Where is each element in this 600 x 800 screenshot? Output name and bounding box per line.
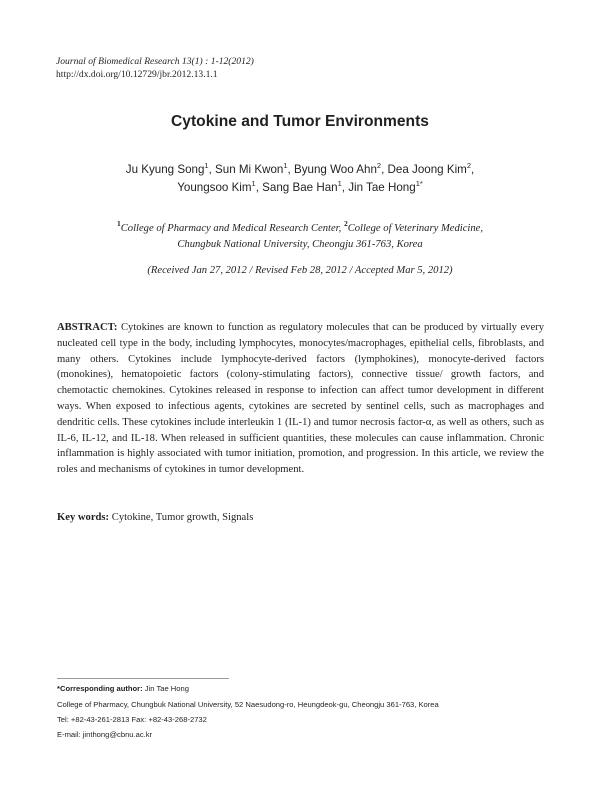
keywords-text: Cytokine, Tumor growth, Signals [111, 512, 254, 523]
author-affiliation-marker: 1 [251, 179, 256, 188]
affiliation-marker: 1 [116, 219, 121, 228]
author-name: Byung Woo Ahn [293, 163, 377, 176]
footnote-divider [57, 678, 229, 679]
author-affiliation-marker: 2 [376, 161, 382, 170]
author-separator: , [287, 163, 294, 176]
corresponding-tel-fax: Tel: +82-43-261-2813 Fax: +82-43-268-2732 [57, 715, 207, 724]
affiliation-pharmacy: College of Pharmacy and Medical Research Center, [120, 223, 344, 234]
corresponding-label: *Corresponding author: [57, 684, 143, 693]
journal-citation: Journal of Biomedical Research 13(1) : 1-12(2012) [56, 56, 254, 67]
author-separator: , [341, 181, 349, 194]
corresponding-author [57, 684, 189, 694]
keywords [57, 511, 544, 525]
author-affiliation-marker: 2 [466, 161, 471, 170]
affiliation-marker: 2 [343, 219, 348, 228]
abstract-text: Cytokines are known to function as regulatory molecules that can be produced by virtually every nucleated cell type in the body, including lymphocytes, monocytes/macrophages, epithelial cells, fibroblasts, and many others. Cytokines include lymphocyte-derived factors (lymphokines), monocyte-derived factors (monokines), hematopoietic factors (colony-stimulating factors), connective tissue/ growth factors, and chemotactic chemokines. Cytokines released in response to infection can affect tumor development in different ways. When exposed to infectious agents, cytokines are secreted by sentinel cells, such as macrophages and dendritic cells. These cytokines include interleukin 1 (IL-1) and tumor necrosis factor-α, as well as others, such as IL-6, IL-12, and IL-18. When released in sufficient quantities, these molecules can cause inflammation. Chronic inflammation is highly associated with tumor initiation, promotion, and progression. In this article, we review the roles and mechanisms of cytokines in tumor development. [57, 322, 544, 476]
author-name: Sun Mi Kwon [215, 163, 284, 176]
doi-link[interactable]: http://dx.doi.org/10.12729/jbr.2012.13.1.1 [56, 69, 218, 80]
author-name: Youngsoo Kim [177, 181, 252, 194]
author-separator: , [381, 163, 388, 176]
received-dates: (Received Jan 27, 2012 / Revised Feb 28, 2012 / Accepted Mar 5, 2012) [147, 265, 453, 276]
paper-title: Cytokine and Tumor Environments [171, 113, 429, 130]
author-name: Sang Bae Han [262, 181, 338, 194]
author-affiliation-marker: 1 [337, 179, 342, 188]
author-name: Dea Joong Kim [387, 163, 467, 176]
authors-line-1 [0, 161, 600, 179]
affiliation-veterinary: College of Veterinary Medicine, [347, 223, 484, 234]
corresponding-address: College of Pharmacy, Chungbuk National University, 52 Naesudong-ro, Heungdeok-gu, Cheongju 361-763, Korea [57, 700, 439, 709]
author-separator: , [470, 163, 475, 176]
affiliation-line-1 [0, 220, 600, 237]
keywords-label: Key words: [57, 512, 110, 523]
author-separator: , [255, 181, 263, 194]
author-affiliation-marker: 1* [415, 179, 423, 188]
abstract-label: ABSTRACT: [57, 322, 118, 333]
affiliation-line-2: Chungbuk National University, Cheongju 361-763, Korea [177, 239, 423, 250]
author-affiliation-marker: 1 [204, 161, 209, 170]
author-affiliation-marker: 1 [283, 161, 288, 170]
corresponding-email[interactable]: E-mail: jinthong@cbnu.ac.kr [57, 730, 153, 739]
author-name: Ju Kyung Song [125, 163, 205, 176]
corresponding-name: Jin Tae Hong [144, 684, 189, 693]
authors-line-2 [0, 179, 600, 197]
abstract [57, 320, 544, 478]
author-name: Jin Tae Hong [348, 181, 416, 194]
author-separator: , [208, 163, 216, 176]
